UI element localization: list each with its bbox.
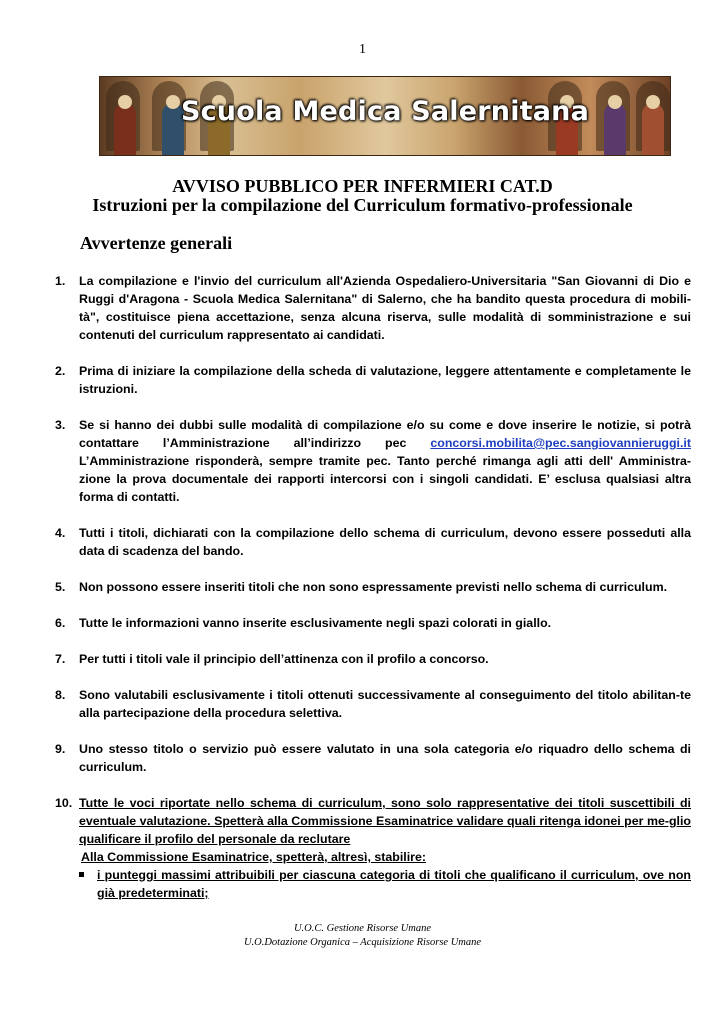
square-bullet-icon (79, 872, 84, 877)
item-text-before: Se si hanno dei dubbi sulle modalità di compilazione e/o su come e dove inserire le notizie, si potrà contattare l’Amministrazione all’indirizzo pec (79, 418, 691, 450)
instructions-list (55, 272, 691, 902)
item-number: 4. (55, 526, 66, 540)
pec-email-link[interactable]: concorsi.mobilita@pec.sangiovannieruggi.it (430, 436, 691, 450)
document-title: AVVISO PUBBLICO PER INFERMIERI CAT.D (172, 176, 553, 196)
item-number: 6. (55, 616, 66, 630)
list-item (55, 362, 691, 398)
list-item (55, 740, 691, 776)
document-subtitle: Istruzioni per la compilazione del Curriculum formativo-professionale (92, 195, 633, 215)
header-banner (99, 76, 671, 156)
item-number: 7. (55, 652, 66, 666)
item-text: Non possono essere inseriti titoli che non sono espressamente previsti nello schema di curriculum. (79, 580, 668, 594)
item-number: 2. (55, 364, 66, 378)
item-text: Uno stesso titolo o servizio può essere valutato in una sola categoria e/o riquadro dello schema di curriculum. (79, 742, 691, 774)
bullet-item (55, 866, 691, 902)
item-number: 10. (55, 796, 73, 810)
banner-title: Scuola Medica Salernitana (180, 96, 590, 127)
list-item (55, 686, 691, 722)
item-subheading: Alla Commissione Esaminatrice, spetterà, altresì, stabilire: (81, 850, 427, 864)
section-heading: Avvertenze generali (80, 233, 233, 253)
item-number: 8. (55, 688, 66, 702)
bullet-text: i punteggi massimi attribuibili per ciascuna categoria di titoli che qualificano il curriculum, ove non già predeterminati; (97, 868, 691, 900)
item-text: Tutte le informazioni vanno inserite esclusivamente negli spazi colorati in giallo. (79, 616, 552, 630)
list-item (55, 614, 691, 632)
list-item (55, 794, 691, 866)
footer-line-1: U.O.C. Gestione Risorse Umane (293, 923, 432, 934)
list-item (55, 578, 691, 596)
list-item (55, 650, 691, 668)
page-number: 1 (359, 42, 366, 57)
item-number: 1. (55, 274, 66, 288)
list-item (55, 416, 691, 506)
item-number: 5. (55, 580, 66, 594)
item-text: La compilazione e l'invio del curriculum all'Azienda Ospedaliero-Universitaria "San Giovanni di Dio e Ruggi d'Aragona - Scuola Medica Salernitana" di Salerno, che ha bandito questa procedura di mobili-tà", costituisce piena accettazione, senza alcuna riserva, sulle modalità di somministrazione e sui contenuti del curriculum rappresentato ai candidati. (79, 274, 691, 342)
item-text: Per tutti i titoli vale il principio dell’attinenza con il profilo a concorso. (79, 652, 489, 666)
item-number: 3. (55, 418, 66, 432)
list-item (55, 272, 691, 344)
page-footer (0, 922, 725, 950)
item-number: 9. (55, 742, 66, 756)
list-item (55, 524, 691, 560)
item-text: Tutte le voci riportate nello schema di curriculum, sono solo rappresentative dei titoli suscettibili di eventuale valutazione. Spetterà alla Commissione Esaminatrice validare quali ritenga idonei per me-glio qualificare il profilo del personale da reclutare (79, 796, 691, 846)
item-text-after: L’Amministrazione risponderà, sempre tramite pec. Tanto perché rimanga agli atti dell' Amministra-zione la prova documentale dei rapporti intercorsi con i singoli candidati. E’ esclusa qualsiasi altra forma di contatti. (79, 454, 691, 504)
item-text: Tutti i titoli, dichiarati con la compilazione dello schema di curriculum, devono essere posseduti alla data di scadenza del bando. (79, 526, 691, 558)
footer-line-2: U.O.Dotazione Organica – Acquisizione Risorse Umane (243, 937, 482, 948)
item-text: Prima di iniziare la compilazione della scheda di valutazione, leggere attentamente e completamente le istruzioni. (79, 364, 691, 396)
item-text: Sono valutabili esclusivamente i titoli ottenuti successivamente al conseguimento del titolo abilitan-te alla partecipazione della procedura selettiva. (79, 688, 691, 720)
